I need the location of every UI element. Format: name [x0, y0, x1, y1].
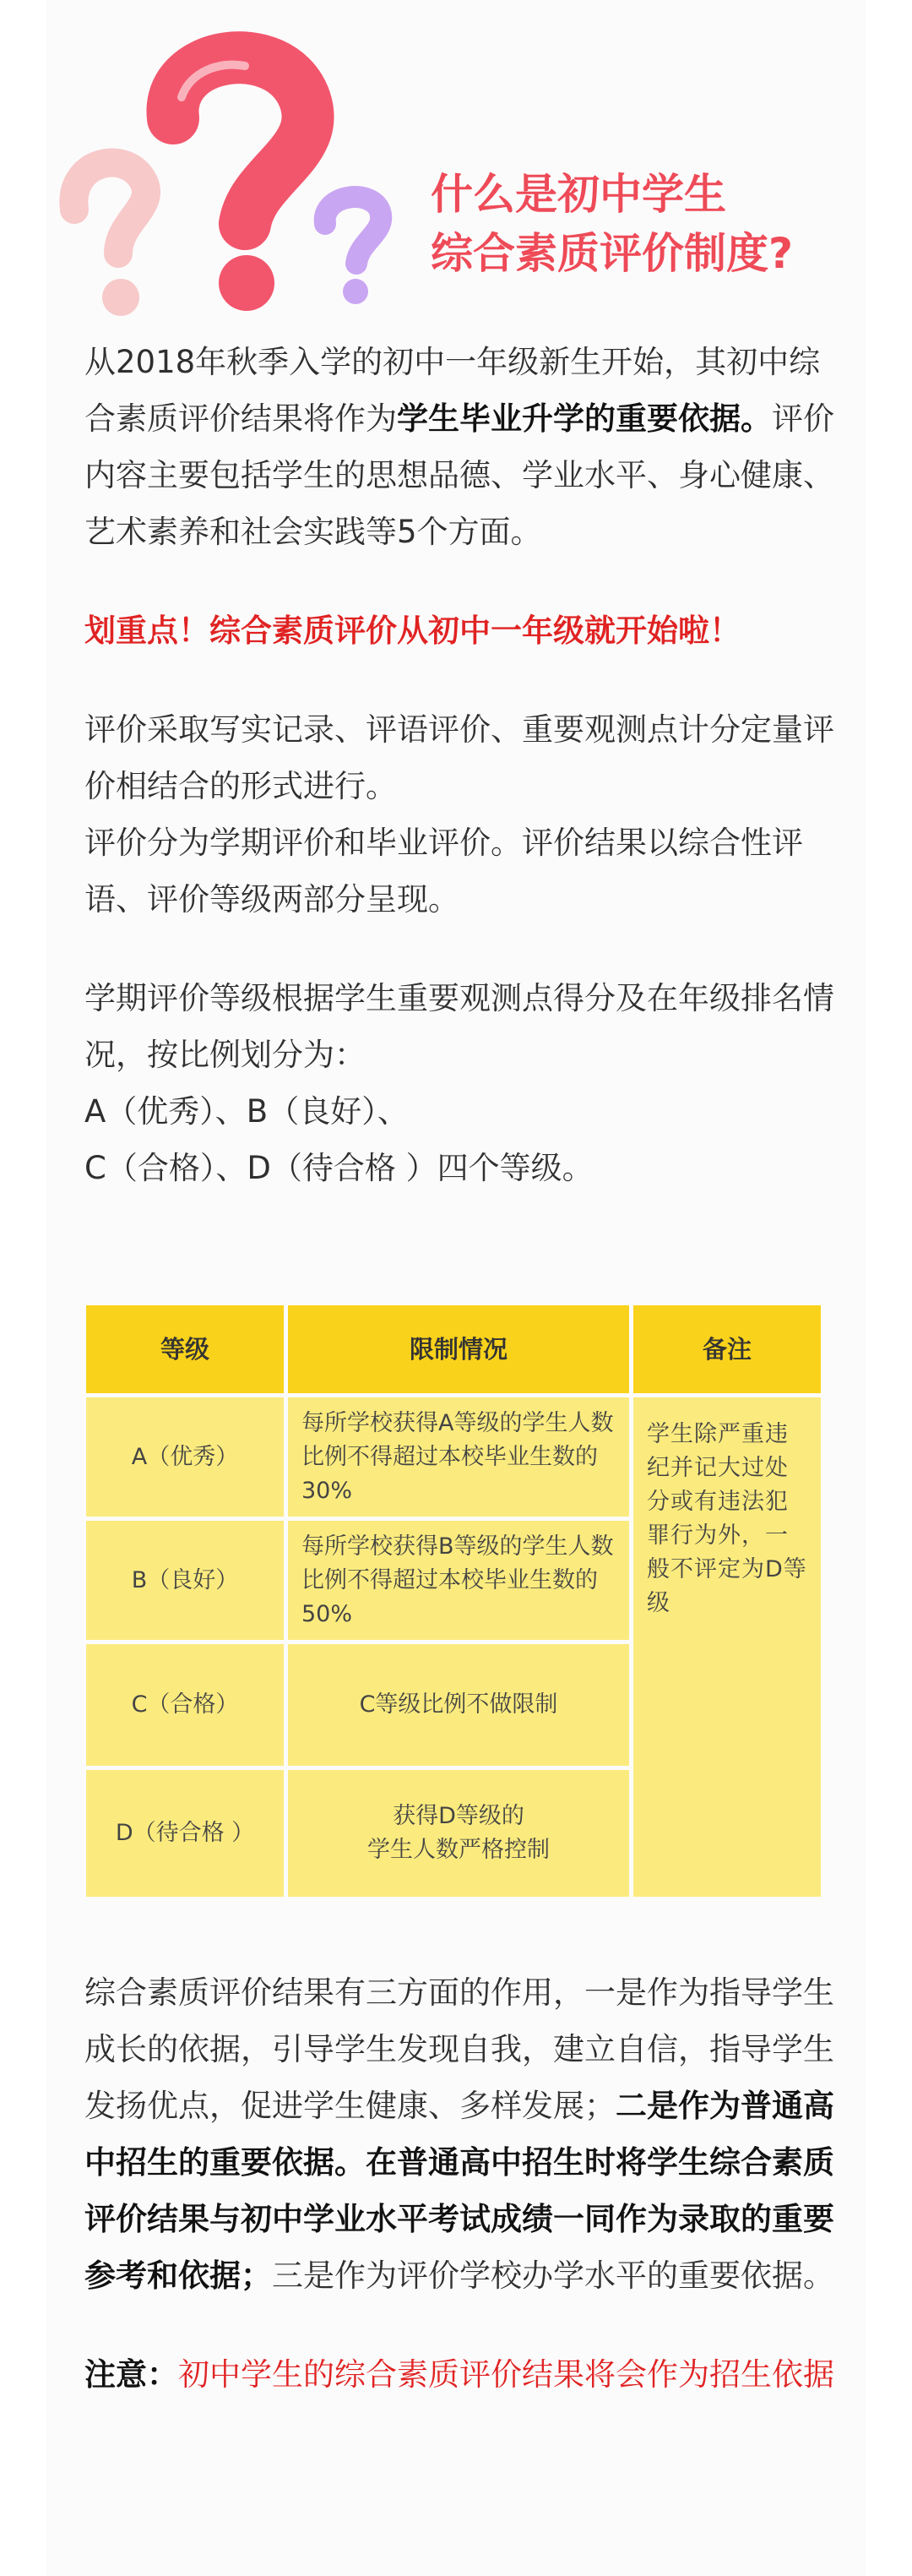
table-row-d-limit: 获得D等级的 学生人数严格控制	[288, 1770, 629, 1897]
notice-paragraph: 注意：初中学生的综合素质评价结果将会作为招生依据	[84, 2356, 834, 2393]
purple-question-icon	[325, 197, 382, 304]
page-title	[431, 165, 793, 283]
grading-line-3: C（合格）、D（待合格 ）四个等级。	[84, 1150, 594, 1186]
effects-section	[84, 1964, 844, 2403]
grade-table	[86, 1305, 821, 1897]
highlight-text: 划重点！综合素质评价从初中一年级就开始啦！	[84, 613, 741, 649]
table-row-a-limit: 每所学校获得A等级的学生人数比例不得超过本校毕业生数的30%	[288, 1397, 629, 1517]
title-line-2: 综合素质评价制度?	[431, 229, 794, 278]
table-header-note: 备注	[633, 1305, 821, 1393]
method-line-1: 评价采取写实记录、评语评价、重要观测点计分定量评价相结合的形式进行。	[84, 711, 834, 804]
grading-line-1: 学期评价等级根据学生重要观测点得分及在年级排名情况，按比例划分为：	[84, 980, 834, 1073]
notice-label: 注意：	[84, 2356, 178, 2393]
table-header-limit: 限制情况	[288, 1305, 629, 1393]
table-header-grade: 等级	[86, 1305, 284, 1393]
intro-emphasis: 学生毕业升学的重要依据。	[397, 400, 772, 437]
title-line-1: 什么是初中学生	[431, 170, 726, 219]
hero-header	[0, 0, 912, 329]
effects-emphasis: 二是作为普通高中招生的重要依据。在普通高中招生时将学生综合素质评价结果与初中学业水平考试成绩一同作为录取的重要参考和依据；	[84, 2088, 834, 2294]
table-note-cell: 学生除严重违纪并记大过处分或有违法犯罪行为外，一般不评定为D等级	[633, 1397, 821, 1897]
article-body	[84, 334, 844, 1196]
intro-paragraph: 从2018年秋季入学的初中一年级新生开始，其初中综合素质评价结果将作为学生毕业升学的重要依据。评价内容主要包括学生的思想品德、学业水平、身心健康、艺术素养和社会实践等5个方面。	[84, 344, 834, 550]
pink-question-icon	[172, 57, 307, 311]
table-row-c-grade: C（合格）	[86, 1644, 284, 1766]
grading-line-2: A（优秀）、B（良好）、	[84, 1093, 409, 1130]
table-row-a-grade: A（优秀）	[86, 1397, 284, 1517]
table-row-b-grade: B（良好）	[86, 1521, 284, 1640]
table-row-d-grade: D（待合格 ）	[86, 1770, 284, 1897]
light-question-icon	[73, 163, 146, 316]
table-row-b-limit: 每所学校获得B等级的学生人数比例不得超过本校毕业生数的50%	[288, 1521, 629, 1640]
method-line-2: 评价分为学期评价和毕业评价。评价结果以综合性评语、评价等级两部分呈现。	[84, 825, 803, 918]
table-row-c-limit: C等级比例不做限制	[288, 1644, 629, 1766]
effects-paragraph: 综合素质评价结果有三方面的作用，一是作为指导学生成长的依据，引导学生发现自我，建立自信，指导学生发扬优点，促进学生健康、多样发展；二是作为普通高中招生的重要依据。在普通高中招生时将学生综合素质评价结果与初中学业水平考试成绩一同作为录取的重要参考和依据；三是作为评价学校办学水平的重要依据。	[84, 1974, 834, 2294]
